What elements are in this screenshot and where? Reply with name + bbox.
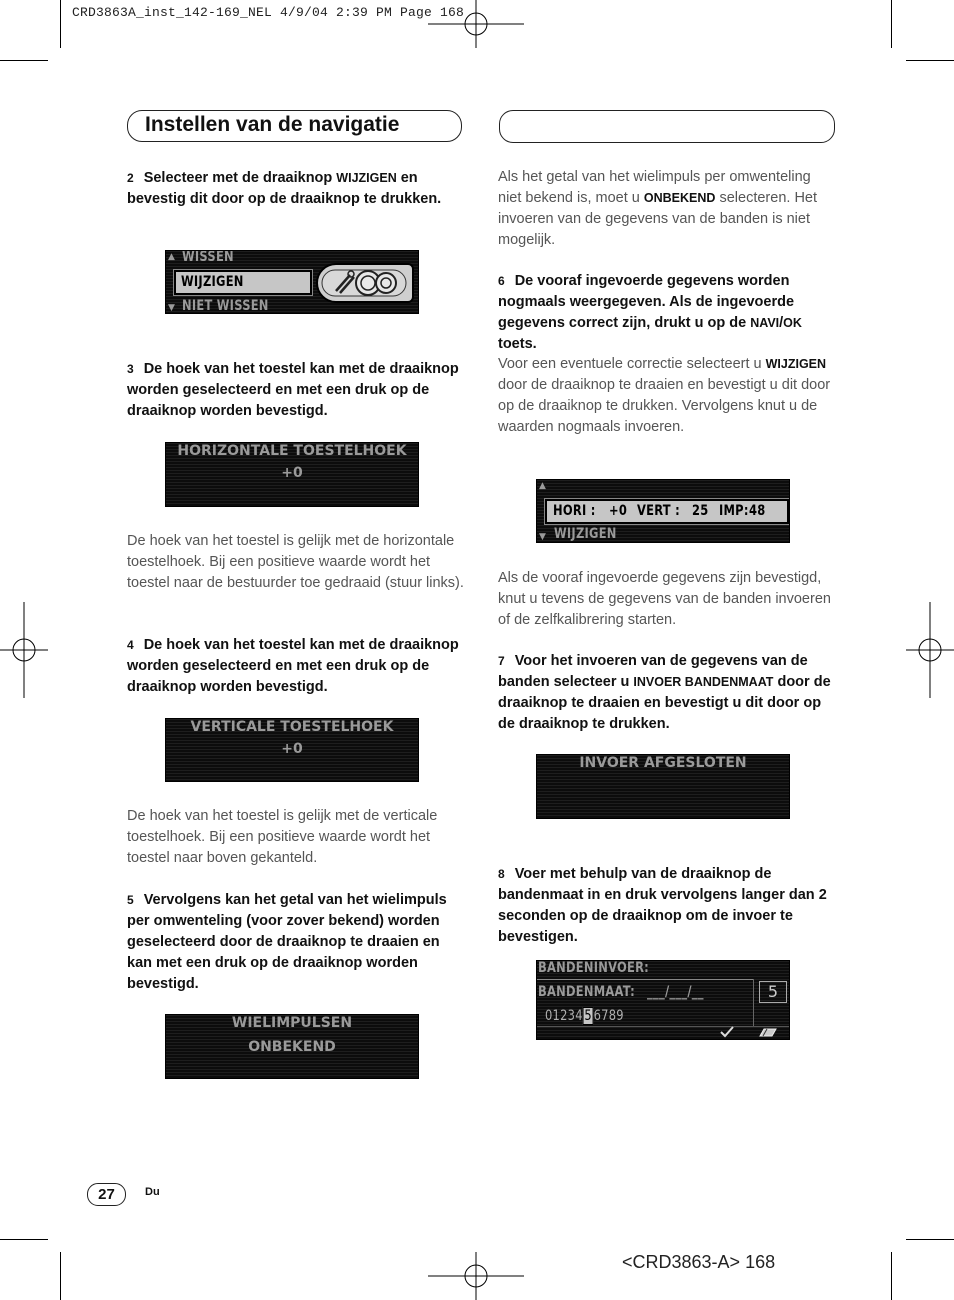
step-4: 4 De hoek van het toestel kan met de draaiknop worden geselecteerd en met een druk op de draaiknop worden bevestigd.	[127, 637, 459, 695]
lcd-imp-label: IMP:	[719, 503, 749, 519]
lcd-vertical-value: +0	[281, 741, 303, 757]
lcd-wheel-pulses-label: WIELIMPULSEN	[231, 1015, 353, 1031]
page-title-box	[127, 110, 462, 142]
registration-mark-left	[0, 602, 48, 698]
lcd-display-horizontal-angle	[165, 442, 419, 507]
step-6: 6 De vooraf ingevoerde gegevens worden nogmaals weergegeven. Als de ingevoerde gegevens correct zijn, drukt u op de NAVI/OK toets.	[498, 273, 802, 352]
lcd-tyre-input-title: BANDENINVOER:	[538, 960, 650, 976]
lcd-display-tyre-input	[536, 960, 790, 1040]
lcd-display-input-closed	[536, 754, 790, 819]
paragraph-unknown-pulses: Als het getal van het wielimpuls per omwenteling niet bekend is, moet u ONBEKEND selecteren. Het invoeren van de gegevens van de banden is niet mogelijk.	[498, 169, 818, 248]
lcd-item-wissen: WISSEN	[182, 250, 234, 265]
lcd-display-vertical-angle	[165, 718, 419, 782]
lcd-hori-value: +0	[609, 503, 628, 519]
page-title: Instellen van de navigatie	[145, 113, 400, 136]
lcd-digit-row[interactable]: 01234 5 6789	[545, 1008, 624, 1024]
paragraph-vertical-angle: De hoek van het toestel is gelijk met de verticale toestelhoek. Bij een positieve waarde wordt het toestel naar boven gekanteld.	[127, 808, 438, 866]
lcd-tyre-size-label: BANDENMAAT:	[538, 984, 636, 1000]
check-icon[interactable]	[719, 1025, 735, 1039]
paragraph-horizontal-angle: De hoek van het toestel is gelijk met de horizontale toestelhoek. Bij een positieve waarde wordt het toestel naar de bestuurder toe gedraaid (stuur links).	[127, 533, 464, 591]
lcd-display-summary: ▲ HORI : +0 VERT : 25 IMP: 48 ▼ WIJZIGEN	[536, 479, 790, 543]
tyre-icon	[316, 263, 414, 303]
language-label: Du	[145, 1186, 160, 1198]
paragraph-correction: Voor een eventuele correctie selecteert u WIJZIGEN door de draaiknop te draaien en bevestigt u dit door op de draaiknop te drukken. Vervolgens knut u de waarden nogmaals invoeren.	[498, 356, 831, 435]
page-number: 27	[87, 1183, 126, 1206]
lcd-item-wijzigen: WIJZIGEN	[181, 274, 244, 290]
lcd-tyre-size-value: ___/___/__	[647, 984, 704, 1000]
lcd-value-box: 5	[759, 981, 787, 1003]
lcd-imp-value: 48	[749, 503, 766, 519]
lcd-summary-selected-row	[545, 499, 789, 524]
lcd-horizontal-label: HORIZONTALE TOESTELHOEK	[177, 443, 407, 459]
lcd-vertical-label: VERTICALE TOESTELHOEK	[190, 719, 394, 735]
registration-mark-top	[428, 0, 524, 48]
registration-mark-right	[906, 602, 954, 698]
lcd-hori-label: HORI :	[553, 503, 596, 519]
lcd-item-niet-wissen: NIET WISSEN	[182, 298, 269, 314]
registration-mark-bottom	[428, 1252, 524, 1300]
footer-code: <CRD3863-A> 168	[622, 1252, 776, 1272]
lcd-display-delete-menu: ▲ WISSEN WIJZIGEN ▼ NIET WISSEN	[165, 250, 419, 314]
lcd-vert-value: 25	[692, 503, 709, 519]
step-3: 3 De hoek van het toestel kan met de draaiknop worden geselecteerd en met een druk op de draaiknop worden bevestigd.	[127, 361, 459, 419]
step-8: 8 Voer met behulp van de draaiknop de bandenmaat in en druk vervolgens langer dan 2 seconden op de draaiknop om de invoer te bevestigen.	[498, 866, 827, 945]
eraser-icon[interactable]	[758, 1026, 778, 1038]
lcd-vert-label: VERT :	[637, 503, 680, 519]
lcd-input-closed-label: INVOER AFGESLOTEN	[579, 755, 747, 771]
lcd-digit-selected[interactable]: 5	[584, 1008, 592, 1024]
empty-title-box	[499, 110, 835, 143]
step-5: 5 Vervolgens kan het getal van het wielimpuls per omwenteling (voor zover bekend) worden geselecteerd door de draaiknop te draaien en kan met een druk op de draaiknop worden bevestigd.	[127, 892, 447, 992]
lcd-horizontal-value: +0	[281, 465, 303, 481]
lcd-selected-item	[174, 270, 312, 295]
paragraph-confirmed: Als de vooraf ingevoerde gegevens zijn bevestigd, knut u tevens de gegevens van de banden invoeren of de zelfkalibrering starten.	[498, 570, 831, 628]
step-2: 2 Selecteer met de draaiknop WIJZIGEN en bevestig dit door op de draaiknop te drukken.	[127, 170, 442, 207]
print-info: CRD3863A_inst_142-169_NEL 4/9/04 2:39 PM Page 168	[72, 5, 465, 20]
step-7: 7 Voor het invoeren van de gegevens van de banden selecteer u INVOER BANDENMAAT door de draaiknop te draaien en bevestigt u dit door op de draaiknop te drukken.	[498, 653, 831, 732]
lcd-display-wheel-pulses	[165, 1014, 419, 1079]
lcd-summary-wijzigen: WIJZIGEN	[554, 526, 617, 542]
lcd-wheel-pulses-value: ONBEKEND	[248, 1039, 336, 1055]
